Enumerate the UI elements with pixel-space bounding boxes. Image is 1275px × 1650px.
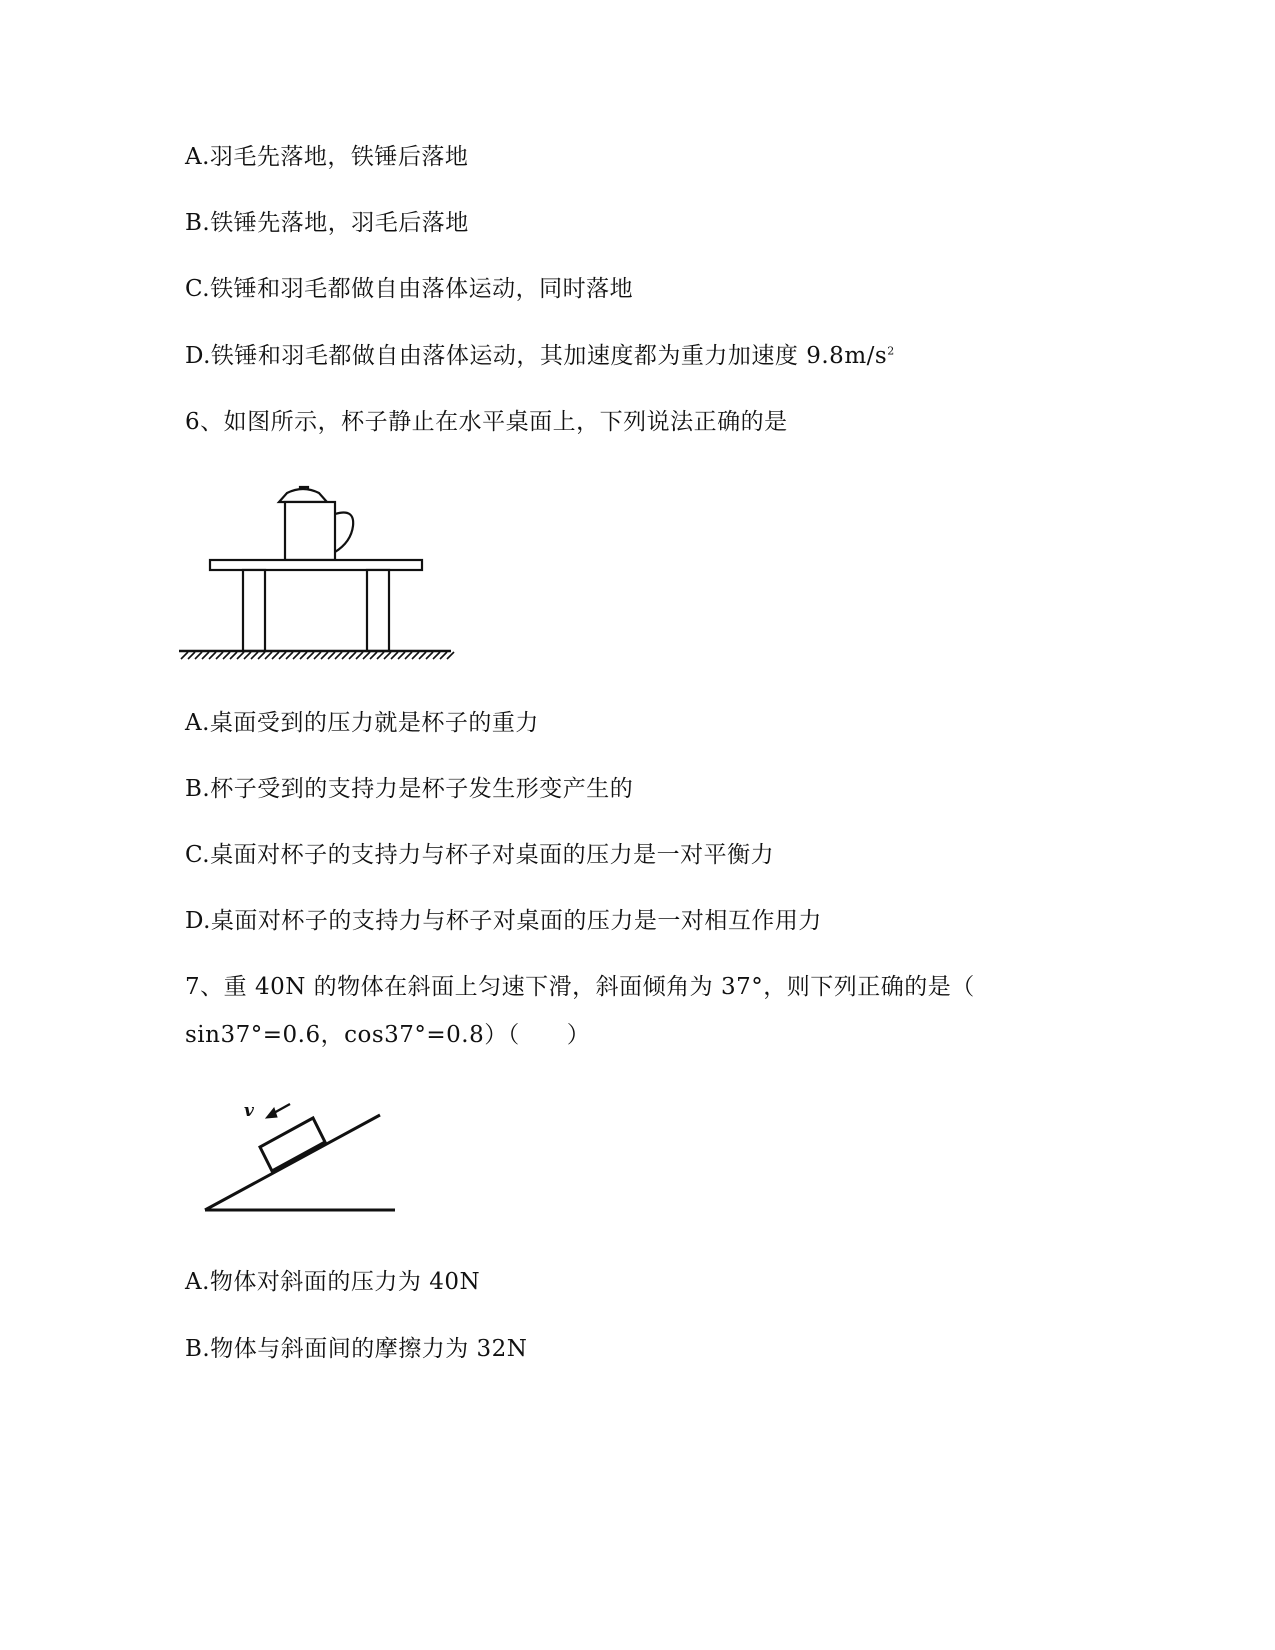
cup-body — [285, 502, 335, 560]
ground-hatch-mark — [181, 652, 188, 659]
ground-hatch-mark — [272, 652, 279, 659]
q6-option-a: A.桌面受到的压力就是杯子的重力 — [185, 710, 539, 736]
ground-hatch-mark — [237, 652, 244, 659]
ground-hatch-mark — [440, 652, 447, 659]
ground-hatch-mark — [342, 652, 349, 659]
q7-option-b: B.物体与斜面间的摩擦力为 32N — [185, 1336, 528, 1362]
ground-hatch-mark — [279, 652, 286, 659]
ground-hatch-mark — [216, 652, 223, 659]
ground-hatch-mark — [258, 652, 265, 659]
ground-hatch-mark — [202, 652, 209, 659]
q5-option-d — [185, 341, 895, 371]
ground-hatch-mark — [447, 652, 454, 659]
ground-hatch-mark — [307, 652, 314, 659]
ground-hatch-mark — [188, 652, 195, 659]
ground-hatch-mark — [293, 652, 300, 659]
ground-hatch-mark — [426, 652, 433, 659]
ground-hatch-mark — [412, 652, 419, 659]
table-leg-left — [243, 570, 265, 651]
ground-hatch-mark — [405, 652, 412, 659]
q5-option-c: C.铁锤和羽毛都做自由落体运动，同时落地 — [185, 276, 634, 302]
velocity-arrowhead — [266, 1108, 277, 1118]
ground-hatch-mark — [335, 652, 342, 659]
ground-hatch-mark — [244, 652, 251, 659]
q7-stem-line1: 7、重 40N 的物体在斜面上匀速下滑，斜面倾角为 37°，则下列正确的是（ — [185, 974, 975, 1000]
ground-hatch-mark — [391, 652, 398, 659]
ground-hatching — [181, 652, 454, 659]
ground-hatch-mark — [370, 652, 377, 659]
q5-option-d-text: D.铁锤和羽毛都做自由落体运动，其加速度都为重力加速度 9.8m/s — [185, 343, 888, 369]
q7-option-a: A.物体对斜面的压力为 40N — [185, 1269, 481, 1295]
table-leg-right — [367, 570, 389, 651]
ground-hatch-mark — [265, 652, 272, 659]
ground-hatch-mark — [419, 652, 426, 659]
q6-option-c: C.桌面对杯子的支持力与杯子对桌面的压力是一对平衡力 — [185, 842, 775, 868]
ground-hatch-mark — [356, 652, 363, 659]
cup-lid — [279, 489, 327, 502]
q5-option-d-superscript: 2 — [887, 344, 895, 358]
ground-hatch-mark — [328, 652, 335, 659]
ground-hatch-mark — [286, 652, 293, 659]
ground-hatch-mark — [363, 652, 370, 659]
ground-hatch-mark — [314, 652, 321, 659]
ground-hatch-mark — [230, 652, 237, 659]
q5-option-a: A.羽毛先落地，铁锤后落地 — [185, 144, 469, 170]
ground-hatch-mark — [321, 652, 328, 659]
ground-hatch-mark — [251, 652, 258, 659]
ground-hatch-mark — [195, 652, 202, 659]
ground-hatch-mark — [433, 652, 440, 659]
ground-hatch-mark — [398, 652, 405, 659]
q6-option-d: D.桌面对杯子的支持力与杯子对桌面的压力是一对相互作用力 — [185, 908, 822, 934]
ground-hatch-mark — [384, 652, 391, 659]
cup-handle — [335, 513, 353, 553]
ground-hatch-mark — [209, 652, 216, 659]
table-top — [210, 560, 422, 570]
q5-option-b: B.铁锤先落地，羽毛后落地 — [185, 210, 469, 236]
incline-block-figure — [200, 1090, 410, 1220]
ground-hatch-mark — [349, 652, 356, 659]
q7-stem-line2: sin37°=0.6，cos37°=0.8）（ ） — [185, 1022, 591, 1048]
velocity-label: v — [244, 1101, 254, 1121]
ground-hatch-mark — [377, 652, 384, 659]
q6-stem: 6、如图所示，杯子静止在水平桌面上，下列说法正确的是 — [185, 409, 788, 435]
ground-hatch-mark — [300, 652, 307, 659]
ground-hatch-mark — [223, 652, 230, 659]
cup-on-table-figure — [175, 480, 465, 670]
q6-option-b: B.杯子受到的支持力是杯子发生形变产生的 — [185, 776, 634, 802]
